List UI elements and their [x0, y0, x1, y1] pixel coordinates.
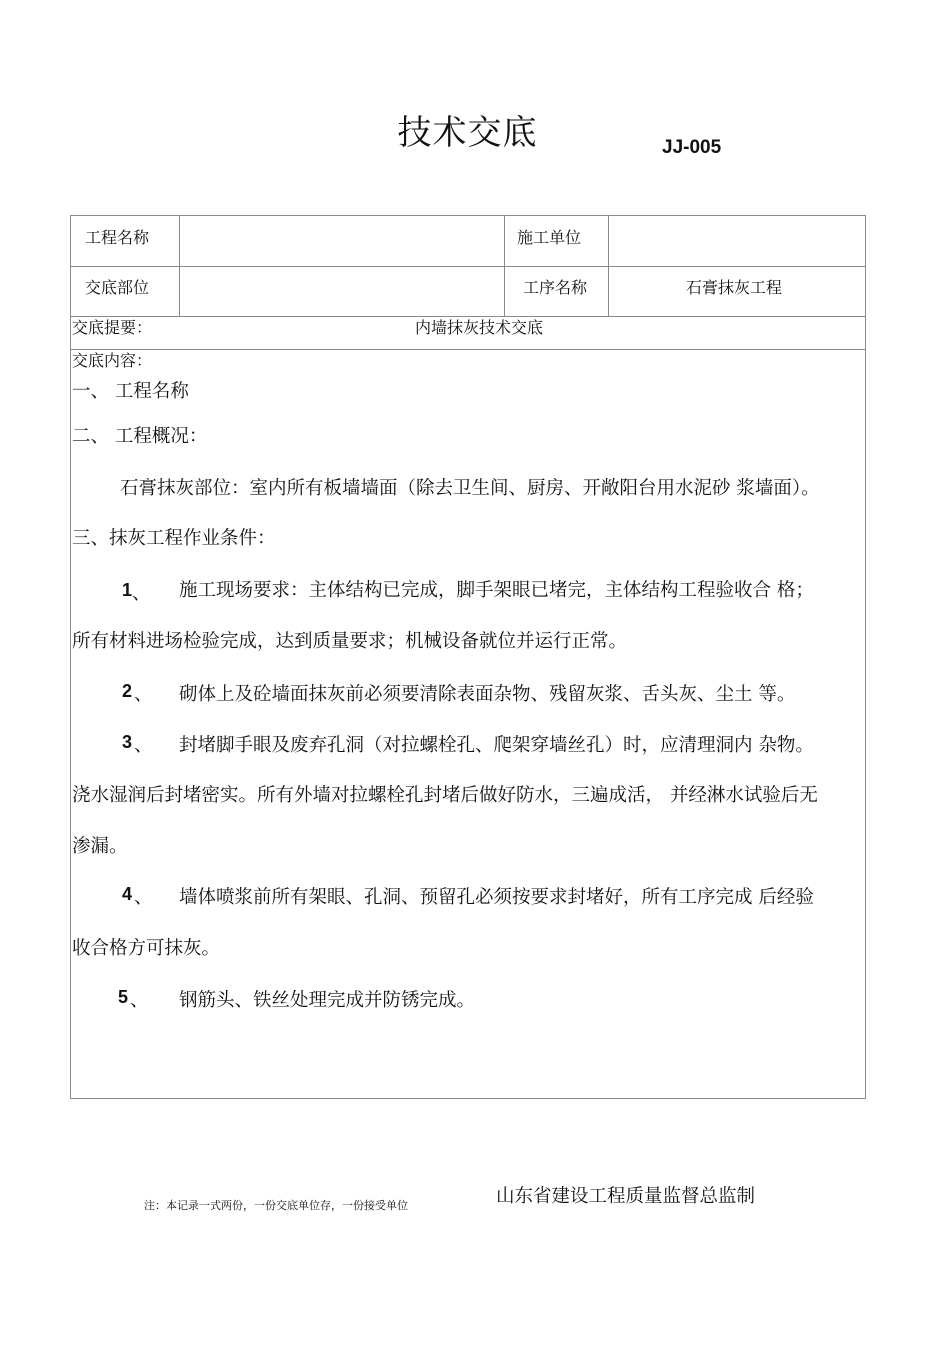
item-text: 墙体喷浆前所有架眼、孔洞、预留孔必须按要求封堵好，所有工序完成 后经验	[179, 887, 814, 908]
document-code: JJ-005	[662, 137, 722, 158]
item-text: 渗漏。	[72, 836, 128, 857]
process-value: 石膏抹灰工程	[686, 278, 783, 297]
item-separator: 、	[134, 887, 153, 908]
contractor-label: 施工单位	[517, 228, 582, 247]
section-heading: 二、 工程概况：	[72, 426, 208, 447]
column-divider	[504, 215, 505, 316]
item-text: 收合格方可抹灰。	[72, 938, 221, 959]
item-separator: 、	[130, 990, 149, 1011]
row-divider	[70, 349, 866, 350]
issuer-text: 山东省建设工程质量监督总监制	[496, 1186, 756, 1207]
item-text: 所有材料进场检验完成，达到质量要求；机械设备就位并运行正常。	[72, 631, 628, 652]
item-text: 施工现场要求：主体结构已完成，脚手架眼已堵完，主体结构工程验收合 格；	[179, 580, 814, 601]
item-number: 3	[122, 732, 133, 752]
project-name-label: 工程名称	[85, 228, 150, 247]
footer-note: 注：本记录一式两份，一份交底单位存，一份接受单位	[144, 1199, 408, 1212]
item-number: 2	[122, 681, 133, 701]
section-heading: 三、抹灰工程作业条件：	[72, 528, 276, 549]
process-label: 工序名称	[523, 278, 588, 297]
item-separator: 、	[132, 583, 151, 604]
section-heading: 一、 工程名称	[72, 381, 189, 402]
item-separator: 、	[134, 684, 153, 705]
item-number: 1	[122, 580, 133, 600]
column-divider	[179, 215, 180, 316]
disclosure-form	[70, 215, 866, 1099]
document-title: 技术交底	[397, 113, 538, 153]
summary-label: 交底提要：	[72, 318, 153, 337]
item-text: 钢筋头、铁丝处理完成并防锈完成。	[179, 990, 476, 1011]
item-text: 砌体上及砼墙面抹灰前必须要清除表面杂物、残留灰浆、舌头灰、尘土 等。	[179, 684, 796, 705]
content-label: 交底内容：	[72, 351, 153, 370]
section-paragraph: 石膏抹灰部位：室内所有板墙墙面（除去卫生间、厨房、开敞阳台用水泥砂 浆墙面）。	[120, 478, 820, 499]
item-number: 4	[122, 884, 133, 904]
item-text: 浇水湿润后封堵密实。所有外墙对拉螺栓孔封堵后做好防水，三遍成活， 并经淋水试验后无	[72, 785, 818, 806]
item-text: 封堵脚手眼及废弃孔洞（对拉螺栓孔、爬架穿墙丝孔）时，应清理洞内 杂物。	[179, 735, 814, 756]
summary-value: 内墙抹灰技术交底	[415, 318, 544, 337]
row-divider	[70, 266, 866, 267]
column-divider	[608, 215, 609, 316]
item-separator: 、	[134, 735, 153, 756]
location-label: 交底部位	[85, 278, 150, 297]
item-number: 5	[118, 987, 129, 1007]
